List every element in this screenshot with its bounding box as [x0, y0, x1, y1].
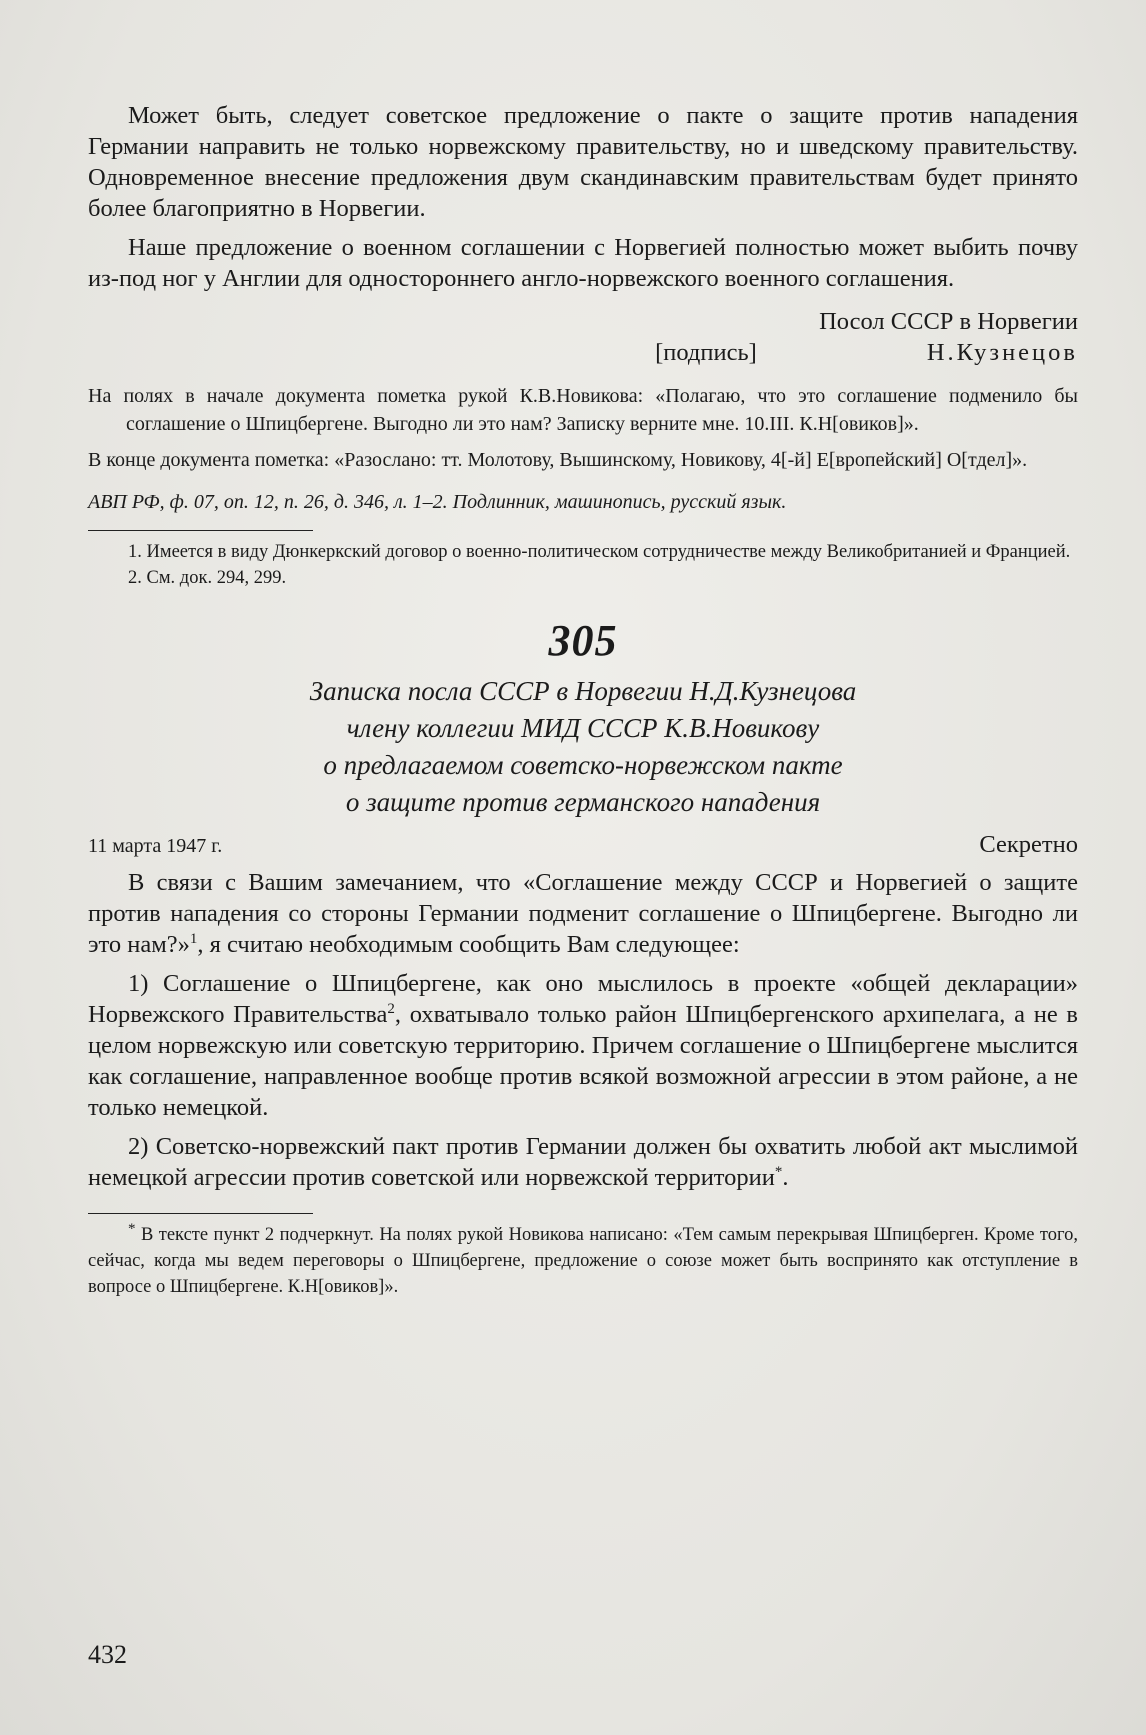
footnote-ref-2: 2 — [387, 1000, 395, 1017]
intro-paragraph-2: Наше предложение о военном соглашении с Норвегией полностью может выбить почву из-под ног у Англии для одностороннего англо-норвежского военного соглашения. — [88, 234, 1078, 292]
secrecy-label: Секретно — [979, 831, 1078, 858]
star-note-divider — [88, 1213, 313, 1214]
footnote-ref-1: 1 — [189, 930, 198, 947]
signature-name: Н.Кузнецов — [926, 339, 1078, 366]
title-line: члену коллегии МИД СССР К.В.Новикову — [346, 713, 820, 743]
body-paragraph-2: 1) Соглашение о Шпицбергене, как оно мыслилось в проекте «общей декларации» Норвежского Правительства$^2$, охватывало только район Шпицбергенского архипелага, а не в целом норвежскую или советскую территорию. Причем соглашение о Шпицбергене мыслится как соглашение, направленное вообще против всякой возможной агрессии в этом районе, а не только немецкой. — [88, 970, 1078, 1121]
archive-source: АВП РФ, ф. 07, оп. 12, п. 26, д. 346, л. 1–2. Подлинник, машинопись, русский язык. — [88, 491, 787, 513]
body-paragraph-1: В связи с Вашим замечанием, что «Соглашение между СССР и Норвегией о защите против нападения со стороны Германии подменит соглашение о Шпицбергене. Выгодно ли это нам?»$^1$, я считаю необходимым сообщить Вам следующее: — [88, 869, 1078, 958]
margin-note-2: В конце документа пометка: «Разослано: тт. Молотову, Вышинскому, Новикову, 4[-й] Е[вропейский] О[тдел]». — [88, 449, 1028, 471]
star-footnote: * В тексте пункт 2 подчеркнут. На полях рукой Новикова написано: «Тем самым перекрывая Шпицберген. Кроме того, сейчас, когда мы ведем переговоры о Шпицбергене, предложение о союзе может быть воспринято как отступление в вопросе о Шпицбергене. К.Н[овиков]». — [88, 1220, 1078, 1297]
title-line: Записка посла СССР в Норвегии Н.Д.Кузнецова — [309, 676, 857, 706]
signature-line — [88, 337, 1078, 368]
footnote-divider — [88, 530, 313, 531]
margin-note-1: На полях в начале документа пометка рукой К.В.Новикова: «Полагаю, что это соглашение подменило бы соглашение о Шпицбергене. Выгодно ли это нам? Записку верните мне. 10.III. К.Н[овиков]». — [88, 385, 1078, 435]
document-number: 305 — [548, 616, 618, 665]
text-column — [88, 100, 1078, 1300]
dateline — [88, 831, 1078, 859]
footnote-2: 2. См. док. 294, 299. — [128, 568, 287, 588]
page-number: 432 — [88, 1640, 127, 1669]
footnote-ref-star: * — [774, 1163, 783, 1180]
signature-post: Посол СССР в Норвегии — [819, 308, 1078, 335]
signature-mark: [подпись] — [655, 339, 757, 366]
document-date: 11 марта 1947 г. — [88, 835, 223, 857]
title-line: о предлагаемом советско-норвежском пакте — [323, 750, 843, 780]
title-line: о защите против германского нападения — [345, 787, 821, 817]
intro-paragraph-1: Может быть, следует советское предложение о пакте о защите против нападения Германии направить не только норвежскому правительству, но и шведскому правительству. Одновременное внесение предложения двум скандинавским правительствам будет принято более благоприятно в Норвегии. — [88, 102, 1078, 222]
body-paragraph-3: 2) Советско-норвежский пакт против Германии должен бы охватить любой акт мыслимой немецкой агрессии против советской или норвежской территории*. — [88, 1133, 1078, 1191]
footnote-1: 1. Имеется в виду Дюнкеркский договор о военно-политическом сотрудничестве между Великобританией и Францией. — [128, 542, 1071, 562]
document-title — [88, 673, 1078, 821]
